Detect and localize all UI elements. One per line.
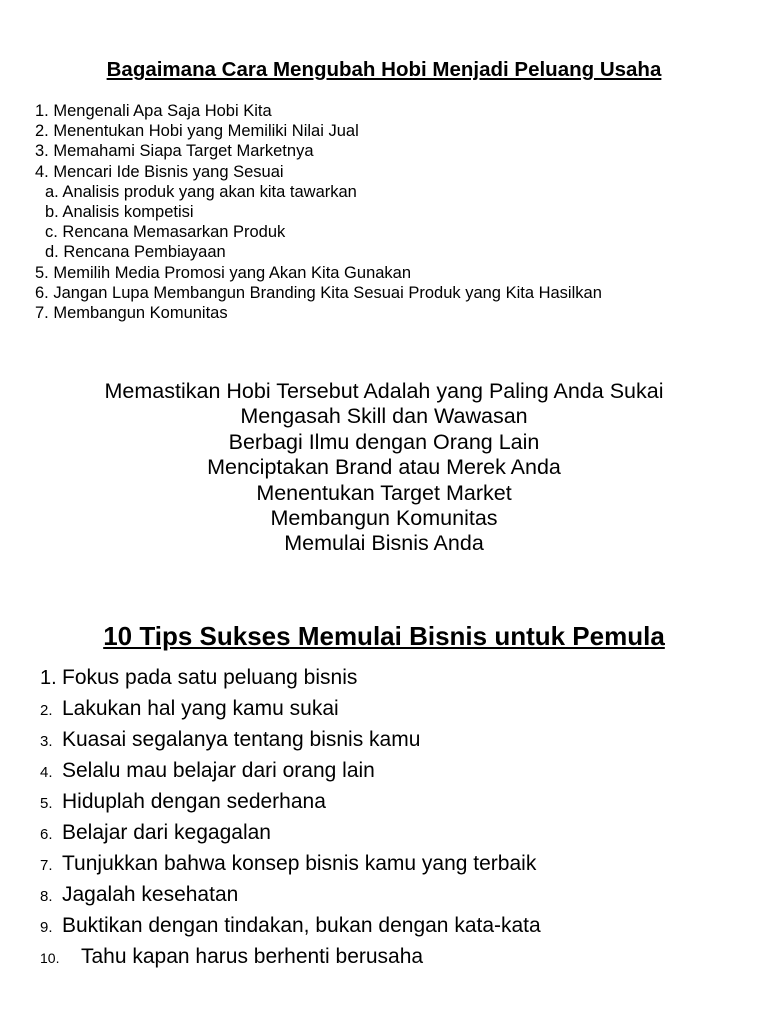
item-text: Selalu mau belajar dari orang lain: [62, 759, 375, 782]
list-item: [40, 787, 541, 818]
list-item: 1. Mengenali Apa Saja Hobi Kita: [35, 102, 272, 120]
list-item: [40, 725, 541, 756]
list-item: 2. Menentukan Hobi yang Memiliki Nilai Jual: [35, 122, 359, 141]
item-number: 6.: [40, 826, 53, 843]
hobby-steps-list: [35, 101, 602, 323]
tips-list: [40, 663, 541, 973]
centered-line: Menentukan Target Market: [256, 480, 512, 505]
item-text: Kuasai segalanya tentang bisnis kamu: [62, 728, 421, 751]
list-subitem: d. Rencana Pembiayaan: [45, 243, 226, 262]
list-item: [40, 911, 541, 942]
item-number: 8.: [40, 888, 53, 905]
item-text: Fokus pada satu peluang bisnis: [62, 666, 358, 689]
list-item: [40, 880, 541, 911]
item-text: Belajar dari kegagalan: [62, 821, 271, 844]
list-item: 5. Memilih Media Promosi yang Akan Kita Gunakan: [35, 263, 412, 282]
list-item: 4. Mencari Ide Bisnis yang Sesuai: [35, 162, 284, 181]
list-subitem: b. Analisis kompetisi: [45, 203, 194, 222]
item-text: Tahu kapan harus berhenti berusaha: [81, 945, 424, 968]
list-subitem: a. Analisis produk yang akan kita tawarkan: [45, 182, 357, 201]
centered-line: Menciptakan Brand atau Merek Anda: [207, 455, 561, 480]
list-item: [40, 818, 541, 849]
item-number: 5.: [40, 795, 53, 812]
list-item: [40, 756, 541, 787]
centered-line: Berbagi Ilmu dengan Orang Lain: [228, 429, 540, 454]
item-text: Lakukan hal yang kamu sukai: [62, 697, 339, 720]
item-number: 3.: [40, 733, 53, 750]
list-item: 6. Jangan Lupa Membangun Branding Kita Sesuai Produk yang Kita Hasilkan: [35, 283, 602, 302]
list-item: 7. Membangun Komunitas: [35, 304, 228, 323]
list-subitem: c. Rencana Memasarkan Produk: [45, 223, 286, 242]
item-number: 7.: [40, 857, 53, 874]
list-item: [40, 942, 541, 973]
item-number: 1.: [40, 667, 57, 689]
item-number: 2.: [40, 702, 53, 719]
section1-title: Bagaimana Cara Mengubah Hobi Menjadi Peluang Usaha: [106, 58, 662, 81]
centered-line: Membangun Komunitas: [270, 506, 498, 531]
centered-line: Memulai Bisnis Anda: [284, 531, 484, 556]
section3-title: 10 Tips Sukses Memulai Bisnis untuk Pemula: [103, 621, 665, 651]
item-text: Hiduplah dengan sederhana: [62, 790, 326, 813]
centered-points: [0, 379, 768, 557]
list-item: [40, 694, 541, 725]
item-number: 10.: [40, 950, 60, 966]
item-text: Tunjukkan bahwa konsep bisnis kamu yang terbaik: [62, 852, 537, 875]
list-item: [40, 663, 541, 694]
list-item: 3. Memahami Siapa Target Marketnya: [35, 142, 314, 161]
item-number: 4.: [40, 764, 53, 781]
item-text: Buktikan dengan tindakan, bukan dengan kata-kata: [62, 914, 541, 937]
item-text: Jagalah kesehatan: [62, 883, 239, 906]
centered-line: Memastikan Hobi Tersebut Adalah yang Paling Anda Sukai: [104, 379, 664, 403]
item-number: 9.: [40, 919, 53, 936]
list-item: [40, 849, 541, 880]
centered-line: Mengasah Skill dan Wawasan: [240, 404, 528, 429]
